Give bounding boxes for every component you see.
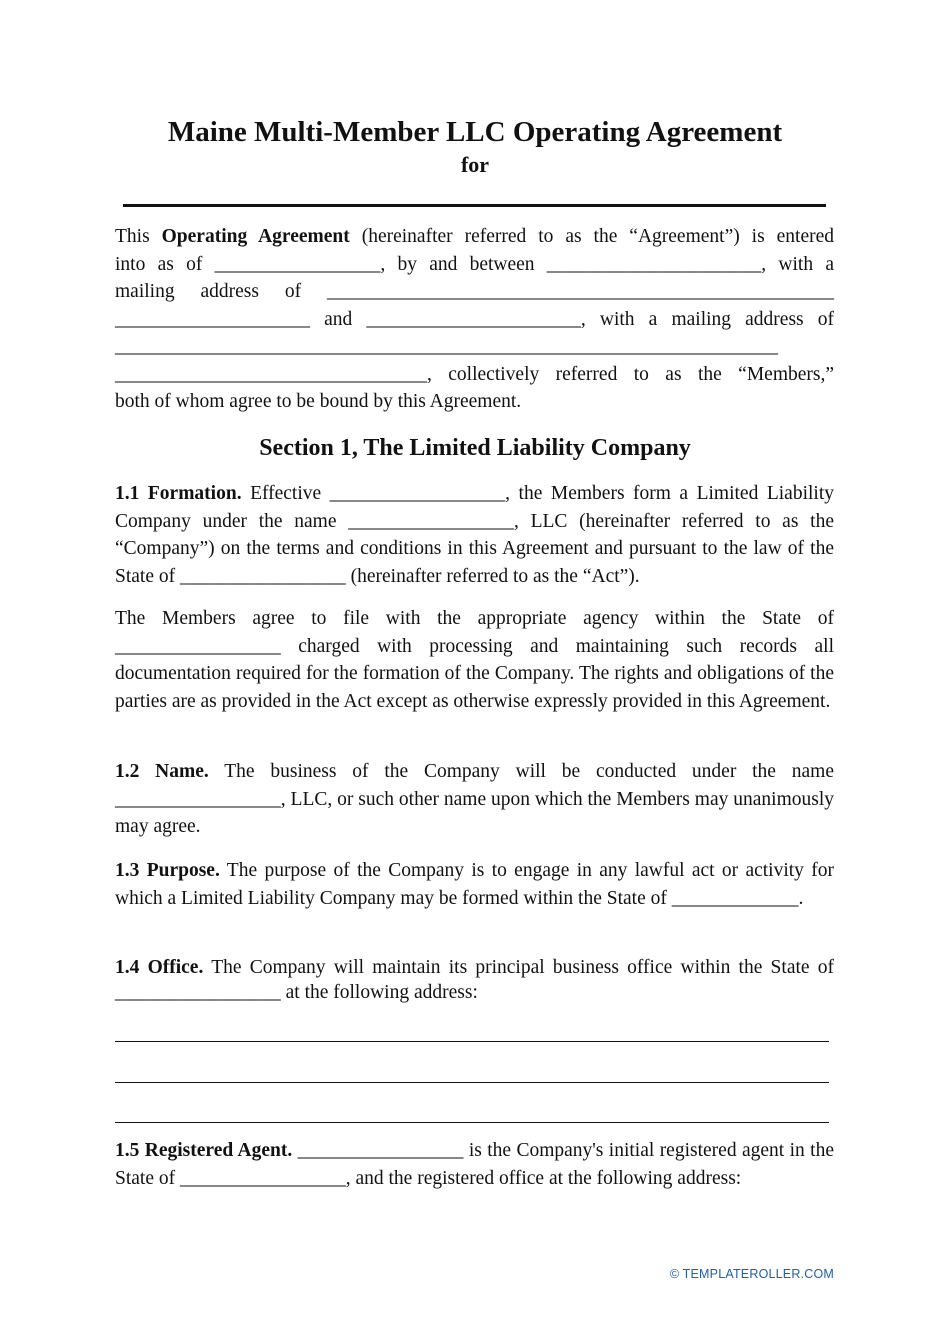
intro-line-1 xyxy=(115,223,834,251)
agent-body: _________________ is the Company's initial registered agent in the State of _________________, and the registered office at the following address: xyxy=(115,1140,834,1189)
office-paragraph xyxy=(115,955,834,1005)
office-address-line-1 xyxy=(115,1041,829,1042)
agent-paragraph xyxy=(115,1137,834,1192)
intro-line-7: both of whom agree to be bound by this Agreement. xyxy=(115,391,522,412)
office-address-line-2 xyxy=(115,1082,829,1083)
name-body: The business of the Company will be conducted under the name _________________, LLC, or such other name upon which the Members may unanimously may agree. xyxy=(115,761,834,837)
office-label: 1.4 Office. xyxy=(115,957,204,978)
document-subtitle: for xyxy=(460,152,490,177)
office-line-1 xyxy=(115,955,834,980)
office-line-2: _________________ at the following address: xyxy=(115,982,478,1003)
name-label: 1.2 Name. xyxy=(115,761,209,782)
purpose-paragraph xyxy=(115,857,834,912)
footer-watermark-link[interactable]: © TEMPLATEROLLER.COM xyxy=(669,1267,834,1281)
name-text xyxy=(115,758,834,841)
purpose-body: The purpose of the Company is to engage in any lawful act or activity for which a Limited Liability Company may be formed within the State of _____________. xyxy=(115,860,834,909)
formation-body: Effective __________________, the Members form a Limited Liability Company under the name _________________, LLC (hereinafter referred to as the “Company”) on the terms and conditions in this Agreement and pursuant to the law of the State of _________________ (hereinafter referred to as the “Act”). xyxy=(115,483,834,587)
agent-label: 1.5 Registered Agent. xyxy=(115,1140,293,1161)
agent-text xyxy=(115,1137,834,1192)
intro-text: This xyxy=(115,226,162,247)
filing-paragraph xyxy=(115,605,834,715)
name-paragraph xyxy=(115,758,834,841)
intro-line-3: mailing address of ____________________________________________________ xyxy=(115,281,834,302)
intro-line-4: ____________________ and ______________________, with a mailing address of xyxy=(115,308,834,330)
filing-text: The Members agree to file with the appropriate agency within the State of _________________ charged with processing and maintaining such records all documentation required for the formation of the Company. The rights and obligations of the parties are as provided in the Act except as otherwise expressly provided in this Agreement. xyxy=(115,608,834,712)
formation-text xyxy=(115,480,834,590)
office-body: The Company will maintain its principal business office within the State of xyxy=(203,957,834,978)
purpose-label: 1.3 Purpose. xyxy=(115,860,220,881)
intro-line-2: into as of _________________, by and between ______________________, with a xyxy=(115,253,834,275)
intro-text: (hereinafter referred to as the “Agreement”) is entered xyxy=(349,226,835,247)
intro-paragraph xyxy=(115,223,834,416)
agreement-term: Operating Agreement xyxy=(161,226,350,247)
purpose-text xyxy=(115,857,834,912)
company-name-blank-line xyxy=(123,204,826,207)
office-address-line-3 xyxy=(115,1122,829,1123)
intro-line-5: ____________________________________________________________________ xyxy=(115,336,778,357)
formation-label: 1.1 Formation. xyxy=(115,483,242,504)
section-1-heading: Section 1, The Limited Liability Company xyxy=(259,435,691,461)
document-title: Maine Multi-Member LLC Operating Agreement xyxy=(167,116,783,148)
formation-paragraph xyxy=(115,480,834,590)
intro-line-6: ________________________________, collectively referred to as the “Members,” xyxy=(115,363,834,385)
